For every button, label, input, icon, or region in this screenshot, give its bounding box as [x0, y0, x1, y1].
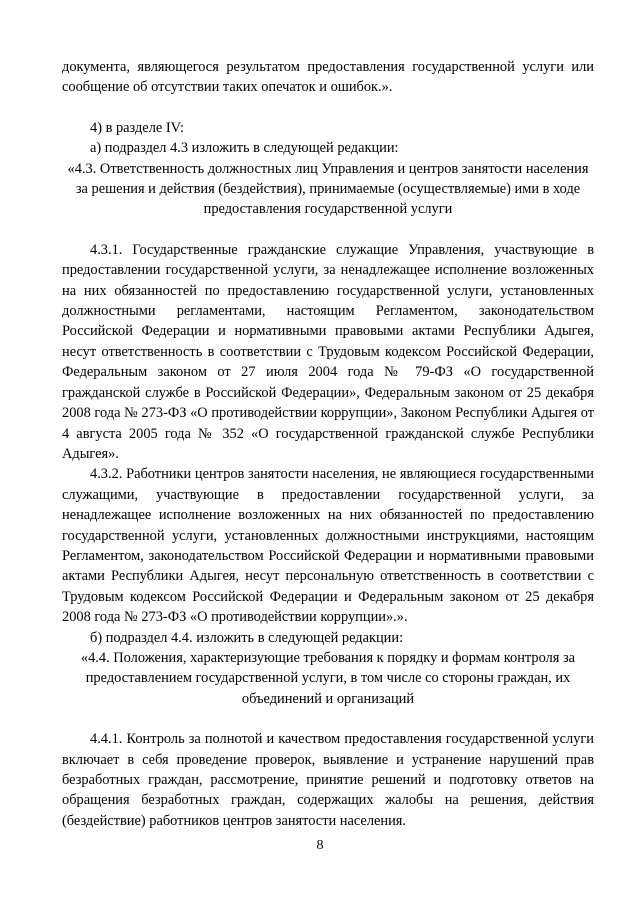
page-number: 8	[316, 838, 324, 853]
paragraph-continuation: документа, являющегося результатом предоставления государственной услуги или сообщение об отсутствии таких опечаток и ошибок.».	[62, 59, 594, 96]
paragraph-4-4-1: 4.4.1. Контроль за полнотой и качеством предоставления государственной услуги включает в себя проведение проверок, выявление и устранение нарушений прав безработных граждан, рассмотрение, принятие решений и подготовку ответов на обращения безработных граждан, содержащих жалобы на решения, действия (бездействие) работников центров занятости населения.	[62, 731, 594, 829]
paragraph-subsection-b: б) подраздел 4.4. изложить в следующей редакции:	[90, 629, 404, 646]
paragraph-4-3-2: 4.3.2. Работники центров занятости населения, не являющиеся государственными служащими, участвующие в предоставлении государственной услуги, за ненадлежащее исполнение возложенных на них обязанностей по предоставлению государственной услуги, установленных должностными инструкциями, настоящим Регламентом, законодательством Российской Федерации и нормативными правовыми актами Республики Адыгея, несут персональную ответственность в соответствии с Трудовым кодексом Российской Федерации и Федеральным законом от 25 декабря 2008 года № 273-ФЗ «О противодействии коррупции».».	[62, 466, 594, 626]
paragraph-section-4: 4) в разделе IV:	[90, 119, 184, 136]
heading-4-3: «4.3. Ответственность должностных лиц Управления и центров занятости населения за решения и действия (бездействия), принимаемые (осуществляемые) ими в ходе предоставления государственной услуги	[67, 160, 589, 218]
spacer	[62, 709, 594, 729]
heading-4-4: «4.4. Положения, характеризующие требования к порядку и формам контроля за предоставлением государственной услуги, в том числе со стороны граждан, их объединений и организаций	[80, 649, 576, 707]
spacer	[62, 98, 594, 118]
spacer	[62, 220, 594, 240]
paragraph-4-3-1: 4.3.1. Государственные гражданские служащие Управления, участвующие в предоставлении государственной услуги, за ненадлежащее исполнение возложенных на них обязанностей по предоставлению государственной услуги, установленных должностными регламентами, настоящим Регламентом, законодательством Российской Федерации и нормативными правовыми актами Республики Адыгея, несут ответственность в соответствии с Трудовым кодексом Российской Федерации, Федеральным законом от 27 июля 2004 года № 79-ФЗ «О государственной гражданской службе в Российской Федерации», Федеральным законом от 25 декабря 2008 года № 273-ФЗ «О противодействии коррупции», Законом Республики Адыгея от 4 августа 2005 года № 352 «О государственной гражданской службе Республики Адыгея».	[62, 241, 594, 462]
document-body	[62, 57, 594, 831]
paragraph-subsection-a: а) подраздел 4.3 изложить в следующей редакции:	[90, 140, 399, 157]
